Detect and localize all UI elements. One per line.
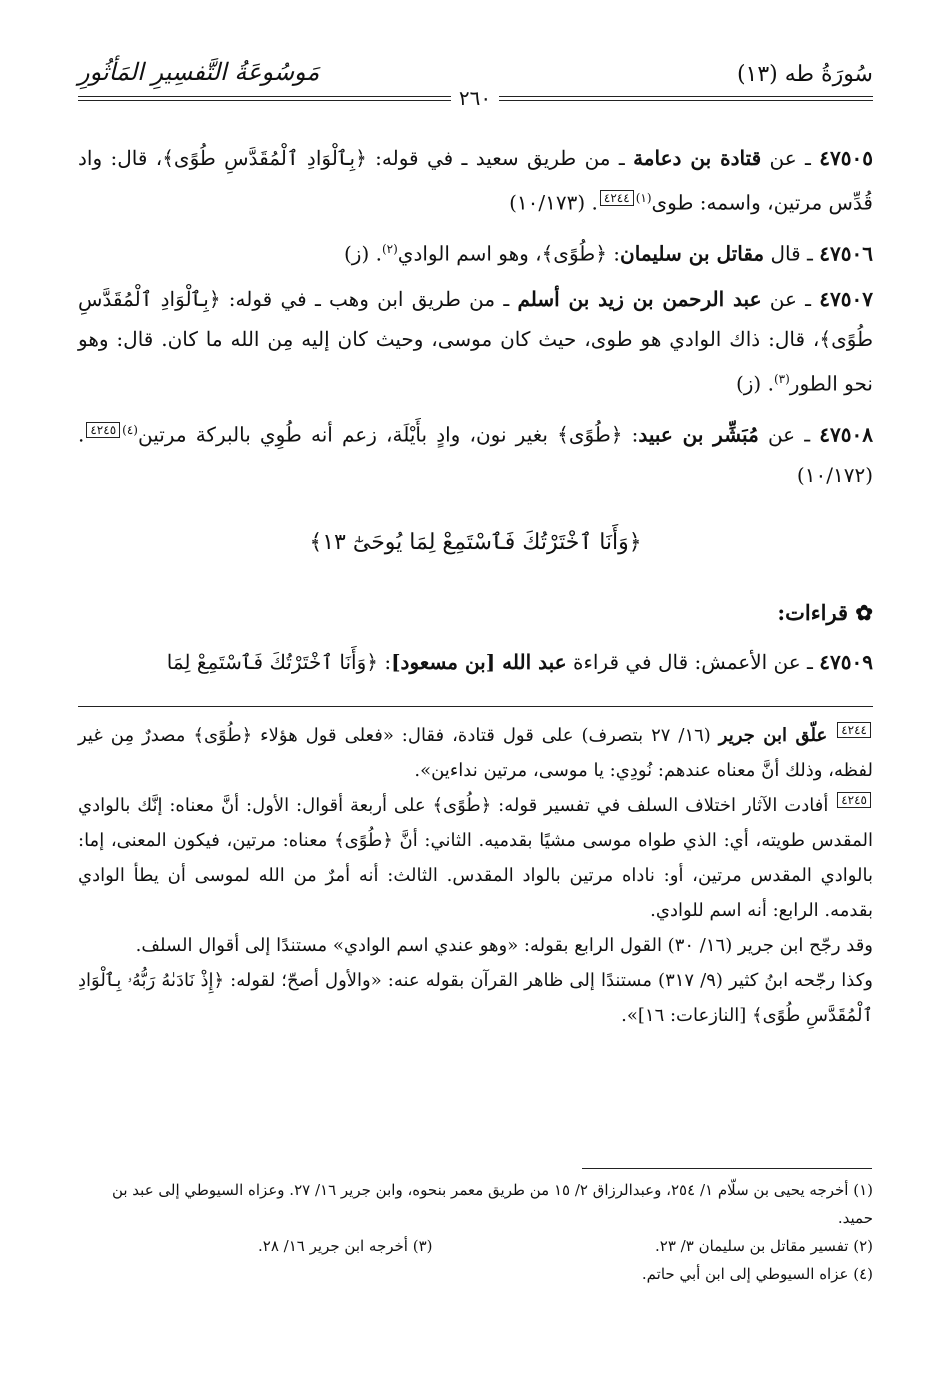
entry-prefix: ـ عن bbox=[761, 287, 812, 312]
entry-text: ـ من طريق ابن وهب ـ في قوله: ﴿بِٱلْوَادِ ٱلْمُقَدَّسِ طُوًى﴾، قال: ذاك الوادي هو طوى، حيث كان موسى، وحيث كان إليه مِن الله ما كان. قال: وهو نحو الطور bbox=[78, 287, 873, 396]
entry-text: ـ من طريق سعيد ـ في قوله: ﴿بِٱلْوَادِ ٱلْمُقَدَّسِ طُوًى﴾، قال: واد قُدِّس مرتين، واسمه: طوى bbox=[78, 146, 873, 215]
note-bold: علّق ابن جرير bbox=[718, 725, 828, 746]
entry-tail: . (١٠/١٧٣) bbox=[509, 190, 598, 215]
note-ref-box: ٤٢٤٤ bbox=[600, 190, 634, 206]
entry-prefix: ـ عن الأعمش: قال في قراءة bbox=[566, 650, 813, 674]
note-ref-box: ٤٢٤٥ bbox=[837, 792, 871, 808]
entry-47506 bbox=[78, 229, 873, 274]
footnote-3: (٣) أخرجه ابن جرير ١٦/ ٢٨. bbox=[258, 1237, 433, 1255]
narrator-name: مقاتل بن سليمان bbox=[620, 241, 765, 266]
note-tarjih-2: وكذا رجّحه ابنُ كثير (٩/ ٣١٧) مستندًا إلى ظاهر القرآن بقوله عنه: «والأول أصحّ؛ لقوله: ﴿إِذْ نَادَىٰهُ رَبُّهُۥ بِٱلْوَادِ ٱلْمُقَدَّسِ طُوًى﴾ [النازعات: ١٦]». bbox=[78, 970, 873, 1026]
editor-notes bbox=[78, 718, 873, 1033]
entry-number: ٤٧٥٠٩ bbox=[819, 650, 873, 674]
entry-text: : ﴿وَأَنَا ٱخْتَرْتُكَ فَٱسْتَمِعْ لِمَا bbox=[166, 650, 392, 674]
entry-47507 bbox=[78, 279, 873, 404]
note-ref-box: ٤٢٤٤ bbox=[837, 722, 871, 738]
footnote-marker: (٤) bbox=[122, 422, 138, 437]
footnote-4: (٤) عزاه السيوطي إلى ابن أبي حاتم. bbox=[641, 1265, 873, 1283]
footnotes bbox=[78, 1176, 873, 1288]
entry-text: : ﴿طُوًى﴾ بغير نون، وادٍ بأَيْلَة، زعم أنه طُوِي بالبركة مرتين bbox=[137, 422, 639, 447]
entry-prefix: ـ عن bbox=[761, 146, 811, 170]
note-text: (١٦/ ٢٧ بتصرف) على قول قتادة، فقال: «فعلى قول هؤلاء ﴿طُوًى﴾ مصدرٌ مِن غير لفظه، وذلك أنَّ معناه عندهم: نُودِي: يا موسى، مرتين نداءين». bbox=[78, 725, 873, 781]
entries-block bbox=[78, 138, 873, 501]
entry-number: ٤٧٥٠٦ bbox=[819, 241, 873, 266]
footnote-marker: (٣) bbox=[773, 372, 790, 387]
footnote-2: (٢) تفسير مقاتل بن سليمان ٣/ ٢٣. bbox=[655, 1237, 873, 1255]
footnote-row-2-3 bbox=[78, 1232, 873, 1260]
note-4245 bbox=[78, 788, 873, 928]
flower-icon: ✿ bbox=[848, 600, 873, 625]
book-title: مَوسُوعَةُ التَّفسِيرِ المَأثُورِ bbox=[78, 58, 320, 86]
entry-text: : ﴿طُوًى﴾، وهو اسم الوادي bbox=[397, 241, 621, 266]
narrator-name: مُبَشِّر بن عبيد bbox=[638, 422, 759, 447]
narrator-name: عبد الرحمن بن زيد بن أسلم bbox=[517, 287, 762, 312]
footnote-marker: (١) bbox=[635, 191, 652, 205]
entry-tail: . (ز) bbox=[343, 241, 382, 266]
entry-number: ٤٧٥٠٥ bbox=[819, 146, 873, 170]
entry-number: ٤٧٥٠٧ bbox=[819, 287, 873, 312]
page-number: ٢٦٠ bbox=[451, 86, 499, 110]
section-heading-qiraat bbox=[78, 600, 873, 625]
entry-47508 bbox=[78, 410, 873, 495]
entry-prefix: ـ قال bbox=[764, 241, 813, 266]
note-ref-box: ٤٢٤٥ bbox=[86, 422, 120, 438]
page-number-row bbox=[0, 86, 950, 110]
note-tarjih-1: وقد رجّح ابن جرير (١٦/ ٣٠) القول الرابع بقوله: «وهو عندي اسم الوادي» مستندًا إلى أقوال السلف. bbox=[135, 935, 873, 956]
notes-divider bbox=[78, 706, 873, 707]
entry-47505 bbox=[78, 138, 873, 223]
narrator-name: قتادة بن دعامة bbox=[633, 146, 762, 170]
entry-number: ٤٧٥٠٨ bbox=[819, 422, 873, 447]
note-text: أفادت الآثار اختلاف السلف في تفسير قوله: ﴿طُوًى﴾ على أربعة أقوال: الأول: أنَّ معناه: إنَّك بالوادي المقدس طويته، أي: الذي طواه موسى مشيًا بقدميه. الثاني: أنَّ ﴿طُوًى﴾ معناه: مرتين، فيكون المعنى، إما: بالوادي المقدس مرتين، أو: ناداه مرتين بالواد المقدس. الثالث: أنه أمرٌ من الله لموسى أن يطأ الوادي بقدمه. الرابع: أنه اسم للوادي. bbox=[78, 795, 873, 921]
footnote-1: (١) أخرجه يحيى بن سلّام ١/ ٢٥٤، وعبدالرزاق ٢/ ١٥ من طريق معمر بنحوه، وابن جرير ١٦/ ٢٧. وعزاه السيوطي إلى عبد بن حميد. bbox=[111, 1181, 873, 1227]
surah-title: سُورَةُ طه (١٣) bbox=[736, 62, 873, 87]
footnote-marker: (٢) bbox=[381, 241, 398, 256]
verse-heading: ﴿وَأَنَا ٱخْتَرْتُكَ فَٱسْتَمِعْ لِمَا يُوحَىٰٓ ١٣﴾ bbox=[309, 530, 642, 555]
qiraat-label: قراءات: bbox=[777, 600, 849, 625]
entry-tail: . (ز) bbox=[735, 371, 774, 396]
entry-prefix: ـ عن bbox=[758, 422, 811, 447]
narrator-name: عبد الله [بن مسعود] bbox=[391, 650, 567, 674]
entry-tail: . (١٠/١٧٢) bbox=[78, 422, 873, 487]
entry-47509 bbox=[78, 642, 873, 682]
footnotes-divider bbox=[582, 1168, 872, 1169]
note-4244 bbox=[78, 718, 873, 788]
